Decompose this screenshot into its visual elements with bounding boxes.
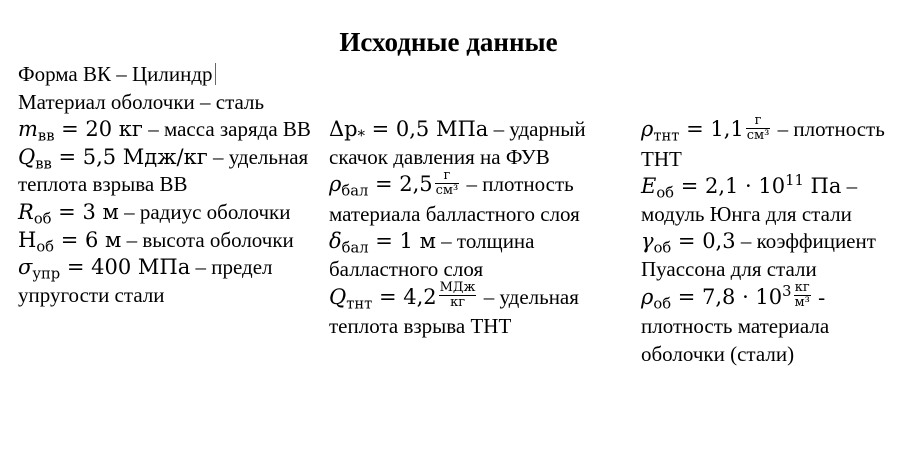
yield-desc: – предел упругости стали (18, 255, 273, 307)
tnt-density-desc: – плотность ТНТ (641, 117, 885, 171)
shell-density-unit (794, 281, 811, 310)
param-height (18, 227, 318, 255)
ballast-density-symbol: ρ (329, 172, 342, 197)
param-shape (18, 61, 318, 89)
pressure-symbol: Δp (329, 117, 358, 141)
young-exponent: 11 (785, 172, 804, 190)
tnt-heat-symbol: Q (329, 284, 347, 309)
tnt-heat-desc: – удельная теплота взрыва ТНТ (329, 284, 579, 339)
heat-desc: – удельная теплота взрыва ВВ (18, 144, 309, 197)
param-young-modulus (641, 173, 891, 228)
param-heat (18, 144, 318, 199)
column-left (18, 61, 318, 309)
pressure-value: = 0,5 МПа (364, 117, 489, 141)
mass-desc: – масса заряда ВВ (142, 117, 311, 142)
mass-subscript: вв (37, 127, 55, 145)
height-symbol: H (18, 227, 37, 252)
param-radius (18, 199, 318, 227)
ballast-thickness-symbol: δ (329, 229, 342, 254)
mass-value: = 20 кг (54, 117, 143, 142)
radius-subscript: об (33, 210, 52, 228)
ballast-density-unit (435, 169, 460, 198)
ballast-density-unit-num: г (435, 169, 460, 184)
young-unit: Па (803, 174, 842, 199)
ballast-density-unit-den: см³ (435, 182, 459, 198)
shell-density-symbol: ρ (641, 284, 654, 309)
mass-symbol: m (18, 117, 38, 142)
text-cursor (215, 63, 216, 85)
poisson-value: = 0,3 (671, 229, 736, 254)
pressure-desc: – ударный скачок давления на ФУВ (329, 117, 586, 169)
poisson-symbol: γ (641, 229, 654, 254)
param-pressure-jump (329, 116, 629, 171)
tnt-density-symbol: ρ (641, 117, 654, 141)
young-value: = 2,1 · 10 (674, 174, 786, 199)
heat-subscript: вв (35, 155, 52, 173)
param-mass (18, 116, 318, 144)
shell-density-unit-num: кг (794, 280, 810, 296)
param-ballast-density (329, 167, 629, 228)
heat-symbol: Q (18, 144, 36, 169)
radius-symbol: R (18, 199, 34, 224)
param-poisson (641, 228, 891, 283)
young-desc: – модуль Юнга для стали (641, 174, 858, 226)
column-right (641, 112, 891, 369)
param-tnt-heat (329, 280, 629, 341)
ballast-density-value: = 2,5 (368, 172, 433, 197)
param-shape-text: Форма ВК – Цилиндр (18, 62, 213, 86)
param-ballast-thickness (329, 228, 629, 283)
param-shell-density (641, 280, 891, 369)
tnt-heat-value: = 4,2 (372, 284, 437, 309)
param-yield (18, 254, 318, 309)
height-desc: – высота оболочки (121, 227, 294, 252)
tnt-heat-unit-num: МДж (439, 280, 476, 296)
column-middle (329, 116, 629, 341)
poisson-subscript: об (653, 239, 672, 257)
tnt-heat-unit (439, 281, 477, 310)
page-title: Исходные данные (339, 27, 558, 57)
shell-density-subscript: об (653, 295, 672, 313)
shell-density-exponent: 3 (782, 282, 792, 300)
param-material: Материал оболочки – сталь (18, 89, 265, 114)
tnt-density-value: = 1,1 (679, 117, 744, 141)
shell-density-desc: - плотность материала оболочки (стали) (641, 284, 830, 366)
ballast-thickness-subscript: бал (341, 239, 369, 257)
yield-value: = 400 МПа (60, 255, 191, 280)
tnt-heat-subscript: тнт (346, 295, 373, 313)
young-symbol: E (641, 174, 657, 199)
height-value: = 6 м (54, 227, 122, 252)
yield-symbol: σ (18, 255, 33, 280)
radius-value: = 3 м (51, 199, 119, 224)
heat-value: = 5,5 Мдж/кг (51, 144, 208, 169)
radius-desc: – радиус оболочки (118, 199, 291, 224)
tnt-density-unit-num: г (746, 114, 771, 129)
young-subscript: об (656, 184, 675, 202)
ballast-density-subscript: бал (341, 182, 369, 200)
pressure-subscript: * (357, 127, 365, 145)
shell-density-value: = 7,8 · 10 (671, 284, 783, 309)
tnt-density-subscript: тнт (653, 127, 680, 145)
ballast-thickness-value: = 1 м (368, 229, 436, 254)
yield-subscript: упр (32, 265, 61, 283)
ballast-thickness-desc: – толщина балластного слоя (329, 229, 535, 282)
shell-density-unit-den: м³ (794, 295, 810, 311)
ballast-density-desc: – плотность материала балластного слоя (329, 172, 580, 226)
tnt-density-unit (746, 114, 771, 143)
tnt-heat-unit-den: кг (450, 295, 465, 311)
height-subscript: об (36, 237, 55, 255)
tnt-density-unit-den: см³ (746, 127, 770, 143)
param-tnt-density (641, 112, 891, 173)
poisson-desc: – коэффициент Пуассона для стали (641, 229, 876, 282)
